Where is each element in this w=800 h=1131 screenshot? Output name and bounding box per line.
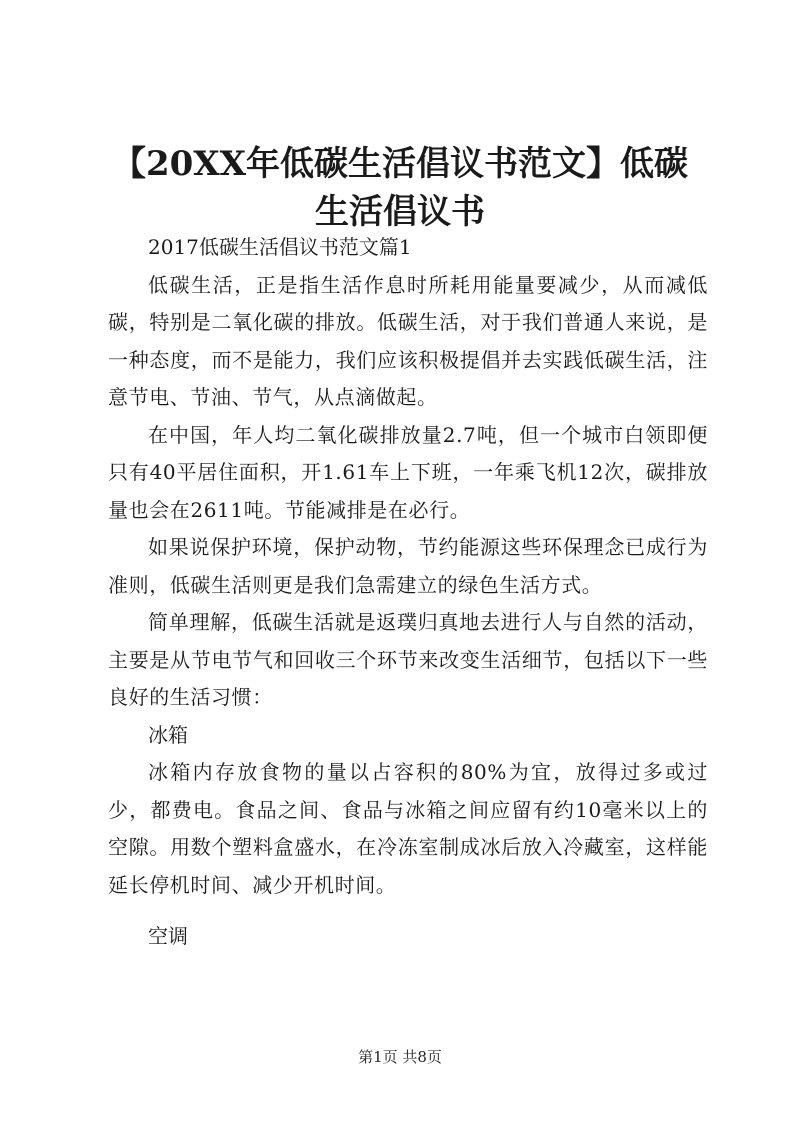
section-heading: 空调 <box>148 924 188 948</box>
paragraph: 简单理解，低碳生活就是返璞归真地去进行人与自然的活动，主要是从节电节气和回收三个环节来改变生活细节，包括以下一些良好的生活习惯： <box>108 610 708 709</box>
paragraph: 在中国，年人均二氧化碳排放量2.7吨，但一个城市白领即便只有40平居住面积，开1.61车上下班，一年乘飞机12次，碳排放量也会在2611吨。节能减排是在必行。 <box>108 422 708 522</box>
spacer <box>108 904 708 918</box>
paragraph: 冰箱内存放食物的量以占容积的80%为宜，放得过多或过少，都费电。食品之间、食品与冰箱之间应留有约10毫米以上的空隙。用数个塑料盒盛水，在冷冻室制成冰后放入冷藏室，这样能延长停机时间、减少开机时间。 <box>108 760 708 897</box>
paragraph: 如果说保护环境，保护动物，节约能源这些环保理念已成行为准则，低碳生活则更是我们急需建立的绿色生活方式。 <box>108 535 708 597</box>
section-heading: 2017低碳生活倡议书范文篇1 <box>148 235 412 259</box>
page-footer: 第1页 共8页 <box>358 1048 442 1066</box>
document-title: 【20XX年低碳生活倡议书范文】低碳生活倡议书 <box>111 144 689 232</box>
paragraph: 低碳生活，正是指生活作息时所耗用能量要减少，从而减低碳，特别是二氧化碳的排放。低碳生活，对于我们普通人来说，是一种态度，而不是能力，我们应该积极提倡并去实践低碳生活，注意节电、节油、节气，从点滴做起。 <box>108 272 708 409</box>
document-body <box>108 229 708 956</box>
section-heading: 冰箱 <box>148 722 188 747</box>
